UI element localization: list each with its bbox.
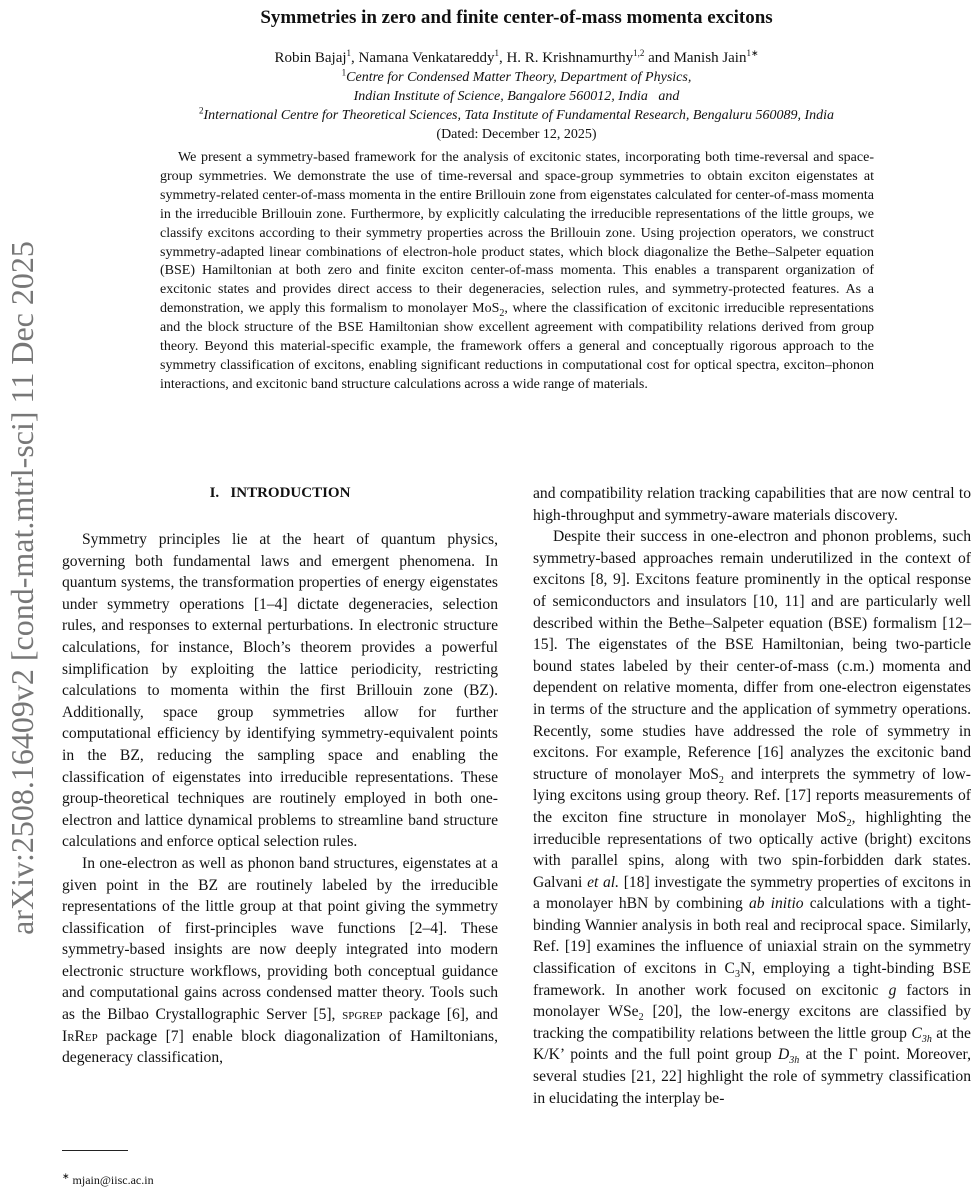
- date-line: (Dated: December 12, 2025): [436, 127, 597, 142]
- abstract-text: , where the classification of excitonic irreducible representations and the block structure of the BSE Hamiltonian show excellent agreement with compatibility relations derived from group theory. Beyond this material-specific example, the framework offers a general and conceptually rigorous approach to the symmetry classification of excitons, enabling significant reductions in computational cost for optical spectra, exciton–phonon interactions, and excitonic band structure calculations across a wide range of materials.: [160, 301, 874, 392]
- author-affiliation-mark: 1: [346, 48, 352, 58]
- math-symbol: D: [778, 1046, 790, 1064]
- author-separator: ,: [351, 50, 359, 66]
- author-affiliation-mark: 1,2: [633, 48, 645, 58]
- author-name: H. R. Krishnamurthy: [506, 50, 634, 66]
- paragraph-text: , highlighting the irreducible representations of two optically active (bright) excitons with parallel spins, along with two spin-forbidden dark states. Galvani: [533, 808, 971, 891]
- paragraph: [62, 853, 498, 1069]
- math-symbol: C: [911, 1024, 922, 1042]
- affiliation-text: International Centre for Theoretical Sciences, Tata Institute of Fundamental Research, Bengaluru 560089, India: [203, 108, 835, 123]
- software-name: IrRep: [62, 1027, 98, 1045]
- left-column: [62, 483, 498, 1069]
- math-symbol: g: [888, 981, 897, 999]
- footnote-email: mjain@iisc.ac.in: [69, 1173, 154, 1187]
- subscript: 2: [846, 818, 852, 830]
- paragraph-text: and interprets the symmetry of low-lying excitons using group theory. Ref. [17] reports measurements of the exciton fine structure in monolayer MoS: [533, 765, 971, 826]
- section-heading: [62, 483, 498, 503]
- paragraph-continuation: and compatibility relation tracking capabilities that are now central to high-throughput and symmetry-aware materials discovery.: [533, 485, 971, 524]
- subscript: 2: [499, 308, 505, 320]
- affiliation-1-line-1: [60, 68, 973, 87]
- paragraph-text: In one-electron as well as phonon band structures, eigenstates at a given point in the BZ are routinely labeled by the irreducible representations of the little group at that point giving the symmetry classification of first-principles wave functions [2–4]. These symmetry-based insights are now deeply integrated into modern electronic structure workflows, providing both conceptual guidance and computational gains across condensed matter theory. Tools such as the Bilbao Crystallographic Server [5],: [62, 854, 498, 1024]
- software-name: spgrep: [342, 1006, 383, 1024]
- section-number: I.: [209, 485, 220, 501]
- paragraph-text: Despite their success in one-electron and phonon problems, such symmetry-based approaches remain underutilized in the context of excitons [8, 9]. Excitons feature prominently in the optical response of semiconductors and insulators [10, 11] and are particularly well described within the Bethe–Salpeter equation (BSE) formalism [12–15]. The eigenstates of the BSE Hamiltonian, being two-particle bound states labeled by their center-of-mass (c.m.) momenta and dependent on relative momenta, differ from one-electron eigenstates in terms of the structure and the application of symmetry operations. Recently, some studies have addressed the role of symmetry in excitons. For example, Reference [16] analyzes the excitonic band structure of monolayer MoS: [533, 528, 971, 783]
- subscript: 3h: [921, 1033, 932, 1045]
- paragraph-text: [20], the low-energy excitons are classified by tracking the compatibility relations between the little group: [533, 1003, 971, 1042]
- author-affiliation-mark: 1: [494, 48, 499, 58]
- paragraph: [533, 526, 971, 1109]
- paragraph-text: package [6], and: [382, 1006, 498, 1024]
- author-affiliation-mark: 1∗: [746, 48, 759, 58]
- subscript: 2: [638, 1012, 644, 1024]
- affiliation-text: Centre for Condensed Matter Theory, Department of Physics,: [346, 70, 692, 85]
- right-column: [533, 483, 971, 1109]
- abstract-text: We present a symmetry-based framework for the analysis of excitonic states, incorporating both time-reversal and space-group symmetries. We demonstrate the use of time-reversal and space-group symmetries to obtain exciton eigenstates at symmetry-related center-of-mass momenta in the entire Brillouin zone from eigenstates calculated for center-of-mass momenta in the irreducible Brillouin zone. Furthermore, by explicitly calculating the irreducible representations of the little groups, we classify excitons according to their symmetry properties across the Brillouin zone. Using projection operators, we construct symmetry-adapted linear combinations of electron-hole product states, which block diagonalize the Bethe–Salpeter equation (BSE) Hamiltonian at both zero and finite exciton center-of-mass momenta. This enables a transparent organization of excitonic states and provides direct access to their degeneracies, selection rules, and symmetry-protected features. As a demonstration, we apply this formalism to monolayer MoS: [160, 150, 874, 317]
- footnote: [62, 1172, 154, 1188]
- abstract: [160, 149, 874, 395]
- subscript: 3h: [789, 1055, 800, 1067]
- emphasis: et al.: [587, 873, 620, 891]
- emphasis: ab initio: [748, 895, 804, 913]
- subscript: 2: [718, 774, 724, 786]
- paragraph-text: [18] investigate the symmetry properties of excitons in a monolayer hBN by combining: [533, 873, 971, 913]
- author-name: Namana Venkatareddy: [358, 50, 495, 66]
- footnote-mark: ∗: [62, 1171, 70, 1181]
- author-name: Manish Jain: [673, 50, 747, 66]
- paragraph-text: calculations with a tight-binding Wannier analysis in both real and reciprocal space. Similarly, Ref. [19] examines the influence of uniaxial strain on the symmetry classification of excitons in C: [533, 895, 971, 978]
- author-separator: and: [644, 50, 674, 66]
- paper-title: Symmetries in zero and finite center-of-mass momenta excitons: [260, 7, 773, 28]
- paragraph-text: at the K/K’ points and the full point group: [533, 1024, 971, 1064]
- paragraph-text: at the Γ point. Moreover, several studies [21, 22] highlight the role of symmetry classification in elucidating the interplay be-: [533, 1046, 971, 1107]
- author-name: Robin Bajaj: [274, 50, 347, 66]
- section-title: INTRODUCTION: [230, 485, 351, 501]
- subscript: 3: [734, 969, 740, 981]
- author-list: [60, 48, 973, 68]
- paragraph-text: package [7] enable block diagonalization of Hamiltonians, degeneracy classification,: [62, 1027, 498, 1067]
- paragraph-text: N, employing a tight-binding BSE framework. In another work focused on excitonic: [533, 960, 971, 999]
- affiliation-mark: 1: [341, 67, 347, 78]
- paragraph-text: factors in monolayer WSe: [533, 981, 971, 1021]
- paper-header: [60, 0, 973, 145]
- author-separator: ,: [498, 50, 507, 66]
- paragraph: Symmetry principles lie at the heart of quantum physics, governing both fundamental laws and emergent phenomena. In quantum systems, the transformation properties of energy eigenstates under symmetry operations [1–4] dictate degeneracies, selection rules, and responses to external perturbations. In electronic structure calculations, for instance, Bloch’s theorem provides a powerful simplification by exploiting the lattice periodicity, restricting calculations to momenta within the first Brillouin zone (BZ). Additionally, space group symmetries allow for further computational efficiency by identifying symmetry-equivalent points in the BZ, reducing the sampling space and enabling the classification of eigenstates into irreducible representations. These group-theoretical techniques are routinely employed in both one-electron and lattice dynamical problems to streamline band structure calculations and enforce optical selection rules.: [62, 531, 498, 851]
- arxiv-identifier-stamp: arXiv:2508.16409v2 [cond-mat.mtrl-sci] 11 Dec 2025: [4, 241, 40, 935]
- footnote-rule: [62, 1150, 128, 1151]
- affiliation-2: [60, 106, 973, 125]
- affiliation-1-line-2: Indian Institute of Science, Bangalore 560012, India and: [353, 89, 680, 104]
- affiliation-mark: 2: [198, 105, 204, 116]
